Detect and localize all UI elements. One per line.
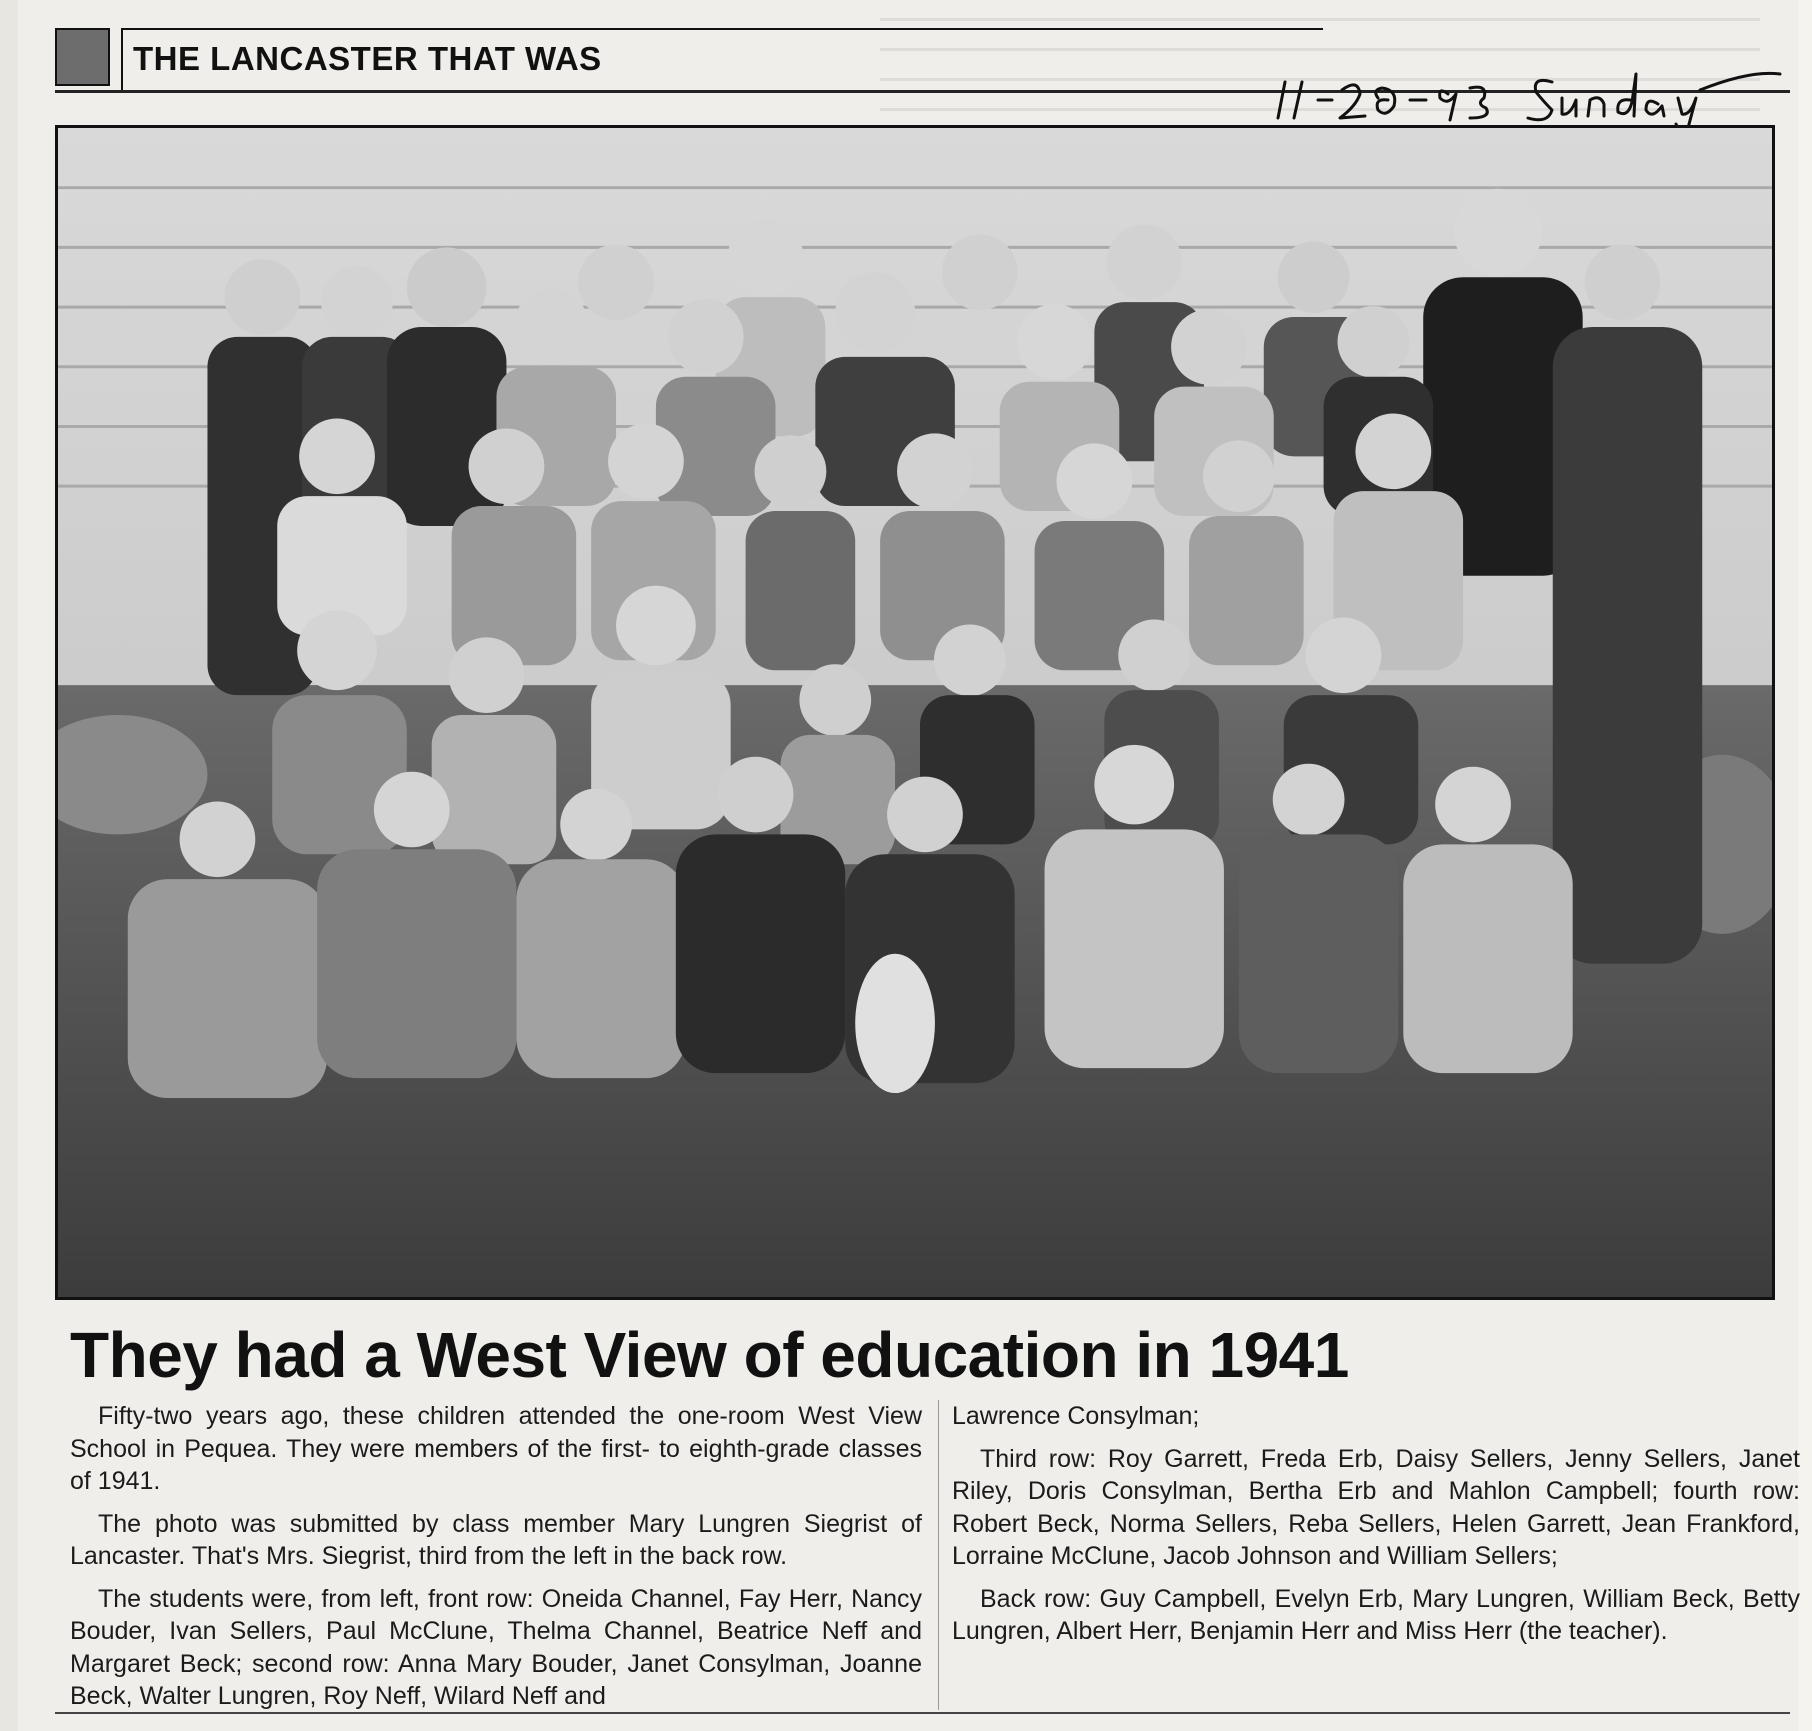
bottom-rule [55,1712,1790,1714]
article-left-column [70,1400,922,1723]
article-paragraph: Back row: Guy Campbell, Evelyn Erb, Mary Lungren, William Beck, Betty Lungren, Albert Herr, Benjamin Herr and Miss Herr (the teacher). [952,1584,1800,1645]
scan-edge [0,0,18,1731]
article-paragraph: Lawrence Consylman; [952,1402,1200,1430]
section-title: THE LANCASTER THAT WAS [133,40,602,77]
class-photo-image [58,128,1772,1297]
header-title-box [121,28,1323,90]
header-square-icon [55,28,110,86]
column-divider [938,1400,939,1710]
article-paragraph: The photo was submitted by class member Mary Lungren Siegrist of Lancaster. That's Mrs. Siegrist, third from the left in the back row. [70,1509,922,1570]
class-photo [55,125,1775,1300]
article-paragraph: The students were, from left, front row: Oneida Channel, Fay Herr, Nancy Bouder, Ivan Sellers, Paul McClune, Thelma Channel, Beatrice Neff and Margaret Beck; second row: Anna Mary Bouder, Janet Consylman, Joanne Beck, Walter Lungren, Roy Neff, Wilard Neff and [70,1584,922,1710]
article-paragraph: Third row: Roy Garrett, Freda Erb, Daisy Sellers, Jenny Sellers, Janet Riley, Doris Consylman, Bertha Erb and Mahlon Campbell; fourth row: Robert Beck, Norma Sellers, Reba Sellers, Helen Garrett, Jean Frankford, Lorraine McClune, Jacob Johnson and William Sellers; [952,1444,1800,1570]
article-paragraph: Fifty-two years ago, these children attended the one-room West View School in Pequea. They were members of the first- to eighth-grade classes of 1941. [70,1402,922,1495]
article-headline: They had a West View of education in 1941 [70,1319,1349,1391]
article-right-column [952,1400,1800,1658]
handwritten-date-note [1270,60,1790,130]
handwriting-icon [1270,60,1790,130]
